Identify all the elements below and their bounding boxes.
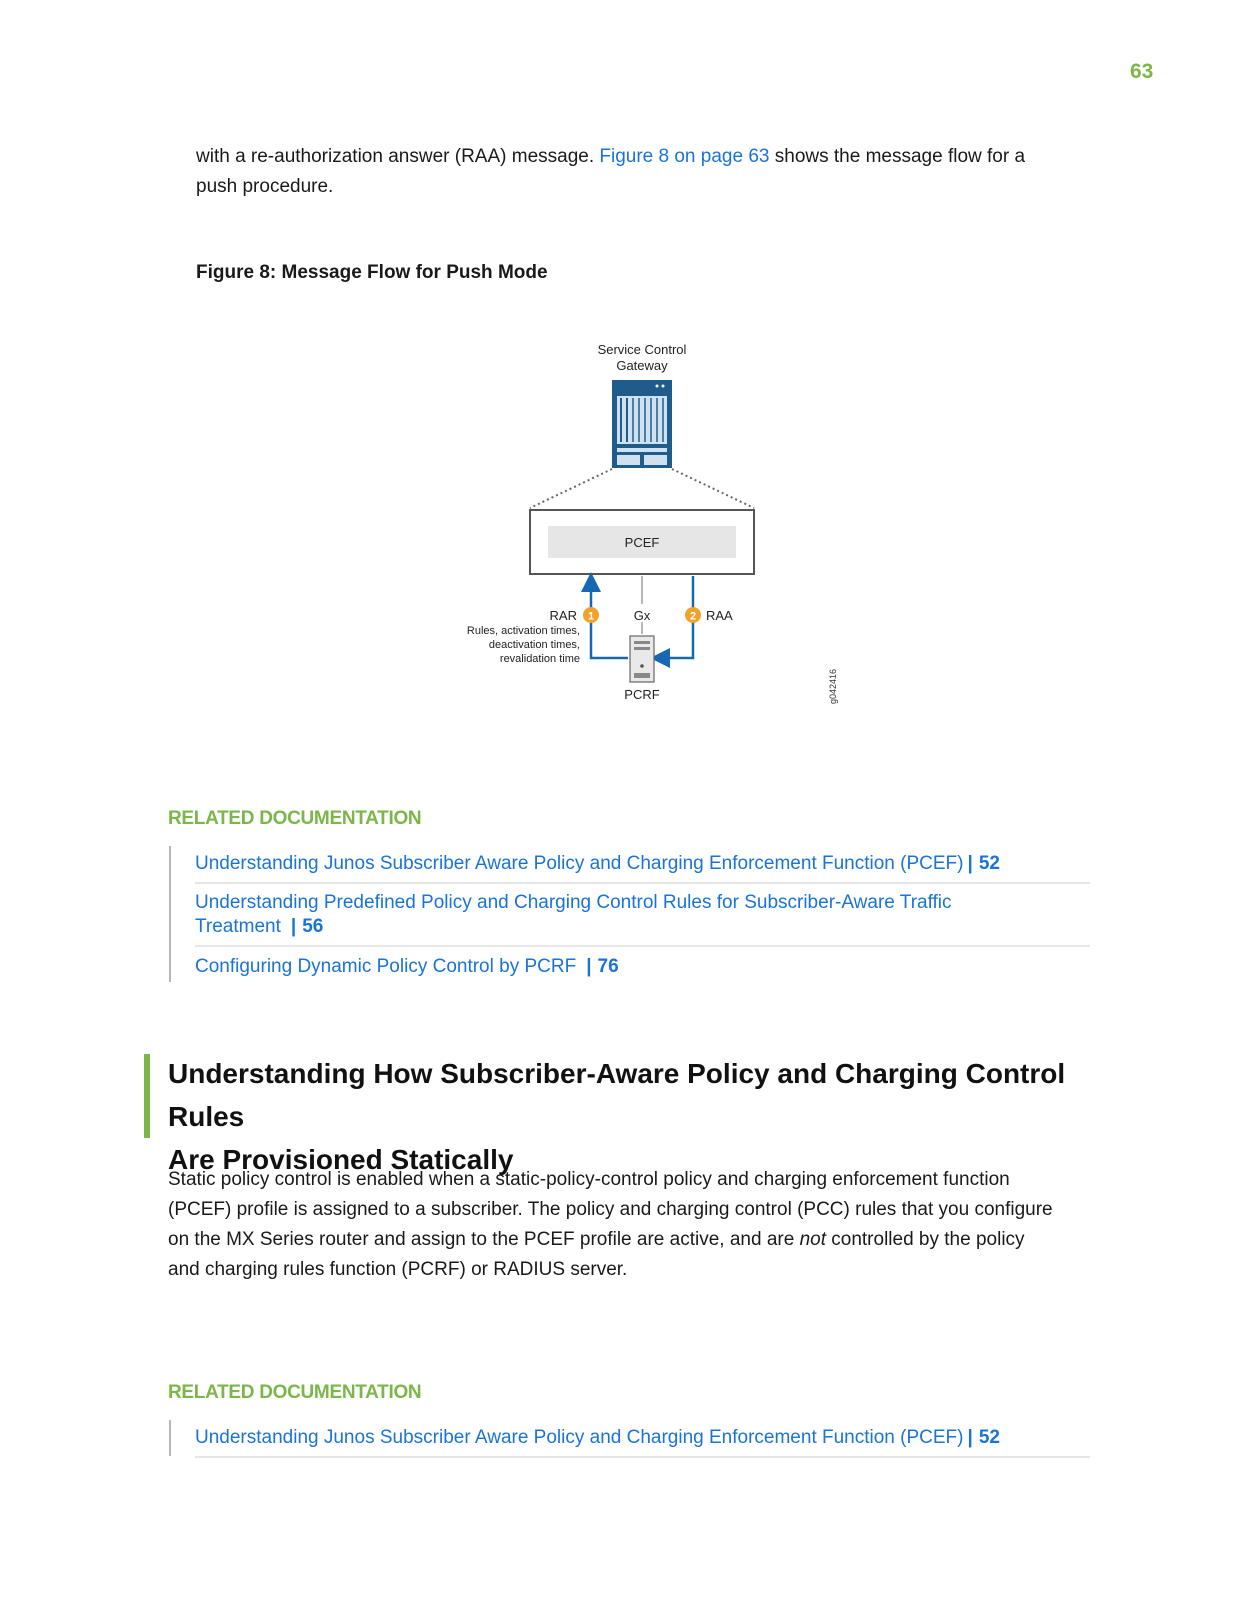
pcrf-label: PCRF — [624, 687, 660, 702]
page-number: 63 — [1130, 60, 1154, 83]
figure-8-link[interactable]: Figure 8 on page 63 — [599, 146, 770, 167]
section-paragraph — [168, 1165, 1128, 1285]
section-heading-bar — [144, 1054, 150, 1138]
related-doc-page[interactable]: 56 — [302, 916, 324, 937]
related-docs-bar-1 — [169, 846, 171, 982]
page-separator: | — [586, 956, 592, 977]
rar-note-2: deactivation times, — [488, 639, 580, 651]
related-doc-link-cont[interactable]: Treatment — [195, 916, 281, 937]
section-heading-line-2: Are Provisioned Statically — [168, 1144, 514, 1175]
step-1-number: 1 — [587, 610, 595, 623]
rar-note-1: Rules, activation times, — [466, 625, 580, 637]
gx-label: Gx — [633, 608, 651, 623]
related-doc-item[interactable] — [195, 955, 1090, 985]
section-heading-line-1: Understanding How Subscriber-Aware Policy and Charging Control Rules — [168, 1058, 1066, 1132]
rar-label: RAR — [549, 608, 577, 623]
related-doc-item[interactable] — [195, 1426, 1090, 1458]
related-docs-title-1: RELATED DOCUMENTATION — [168, 808, 422, 829]
related-doc-page[interactable]: 52 — [978, 853, 1000, 874]
intro-text-b: shows the message flow for a — [774, 146, 1026, 167]
related-docs-bar-2 — [169, 1420, 171, 1456]
paragraph-line-3 — [168, 1225, 1128, 1255]
related-doc-page[interactable]: 76 — [597, 956, 619, 977]
intro-line-1 — [196, 142, 1096, 172]
related-doc-item[interactable] — [195, 852, 1090, 884]
rar-note-3: revalidation time — [499, 653, 580, 665]
zoom-line-left — [530, 469, 612, 508]
gateway-label-1: Service Control — [597, 342, 687, 357]
page-separator: | — [967, 1427, 973, 1448]
figure-id: g042416 — [828, 668, 838, 704]
intro-text-a: with a re-authorization answer (RAA) message. — [196, 146, 595, 167]
section-heading — [168, 1052, 1128, 1181]
related-doc-item[interactable] — [195, 891, 1090, 947]
related-docs-title-2: RELATED DOCUMENTATION — [168, 1382, 422, 1403]
related-doc-link[interactable]: Understanding Junos Subscriber Aware Policy and Charging Enforcement Function (PCEF) — [195, 1427, 964, 1448]
paragraph-line-4: and charging rules function (PCRF) or RADIUS server. — [168, 1259, 628, 1280]
pcrf-server-icon — [630, 636, 654, 682]
emphasis-not: not — [799, 1229, 826, 1250]
related-doc-link[interactable]: Understanding Junos Subscriber Aware Policy and Charging Enforcement Function (PCEF) — [195, 853, 964, 874]
related-doc-page[interactable]: 52 — [978, 1427, 1000, 1448]
step-2-number: 2 — [689, 610, 697, 623]
figure-caption: Figure 8: Message Flow for Push Mode — [196, 262, 548, 283]
page-separator: | — [290, 916, 297, 937]
related-doc-link[interactable]: Understanding Predefined Policy and Charging Control Rules for Subscriber-Aware Traffic — [195, 892, 952, 913]
paragraph-text-a: on the MX Series router and assign to the PCEF profile are active, and are — [168, 1229, 795, 1250]
related-doc-link[interactable]: Configuring Dynamic Policy Control by PCRF — [195, 956, 577, 977]
pcef-label: PCEF — [624, 535, 660, 550]
gateway-device-icon — [612, 380, 672, 468]
paragraph-line-1: Static policy control is enabled when a static-policy-control policy and charging enforcement function — [168, 1169, 1010, 1190]
page-separator: | — [967, 853, 973, 874]
gateway-label-2: Gateway — [616, 358, 668, 373]
paragraph-text-b: controlled by the policy — [831, 1229, 1025, 1250]
message-flow-diagram — [430, 330, 850, 710]
paragraph-line-2: (PCEF) profile is assigned to a subscriber. The policy and charging control (PCC) rules that you configure — [168, 1199, 1053, 1220]
raa-label: RAA — [706, 608, 733, 623]
intro-line-2: push procedure. — [196, 176, 334, 197]
intro-paragraph — [196, 142, 1096, 202]
zoom-line-right — [672, 469, 754, 508]
